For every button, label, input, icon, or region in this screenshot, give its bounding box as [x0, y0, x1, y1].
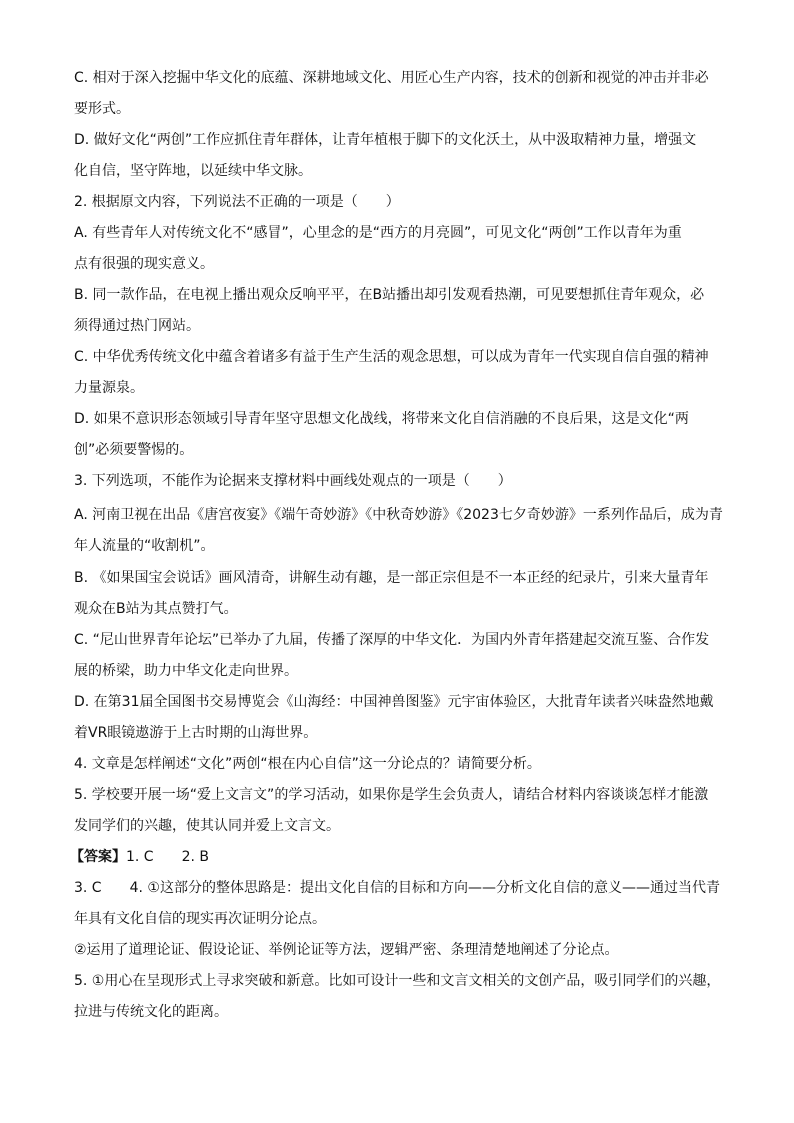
text-line: D. 如果不意识形态领域引导青年坚守思想文化战线，将带来文化自信消融的不良后果，这是文化“两	[74, 411, 689, 427]
text-line: C. “尼山世界青年论坛”已举办了九届，传播了深厚的中华文化．为国内外青年搭建起交流互鉴、合作发	[74, 632, 710, 648]
answer-line: ②运用了道理论证、假设论证、举例论证等方法，逻辑严密、条理清楚地阐述了分论点。	[74, 942, 619, 958]
question-5: 5. 学校要开展一场“爱上文言文”的学习活动，如果你是学生会负责人，请结合材料内容谈谈怎样才能激	[74, 787, 709, 803]
answer-line: 3. C 4. ①这部分的整体思路是：提出文化自信的目标和方向——分析文化自信的意义——通过当代青	[74, 880, 720, 896]
text-line: D. 做好文化“两创”工作应抓住青年群体，让青年植根于脚下的文化沃土，从中汲取精神力量，增强文	[74, 132, 697, 148]
text-line: 要形式。	[74, 101, 130, 117]
text-line: 年人流量的“收割机”。	[74, 538, 215, 554]
question-4: 4. 文章是怎样阐述“文化”两创“根在内心自信”这一分论点的？请简要分析。	[74, 756, 541, 772]
text-line: A. 有些青年人对传统文化不“感冒”，心里念的是“西方的月亮圆”，可见文化“两创”工作以青年为重	[74, 225, 682, 241]
text-line: 力量源泉。	[74, 380, 144, 396]
answer-tag: 【答案】	[70, 849, 126, 865]
text-line: C. 中华优秀传统文化中蕴含着诸多有益于生产生活的观念思想，可以成为青年一代实现自信自强的精神	[74, 349, 709, 365]
text-line: B. 同一款作品，在电视上播出观众反响平平，在B站播出却引发观看热潮，可见要想抓住青年观众，必	[74, 287, 705, 303]
answer-line: 拉进与传统文化的距离。	[74, 1004, 228, 1020]
text-line: 着VR眼镜遨游于上古时期的山海世界。	[74, 725, 318, 741]
text-line: 点有很强的现实意义。	[74, 256, 214, 272]
text-line: D. 在第31届全国图书交易博览会《山海经：中国神兽图鉴》元宇宙体验区，大批青年读者兴味盎然地戴	[74, 694, 714, 710]
text-line: 观众在B站为其点赞打气。	[74, 601, 238, 617]
text-line: A. 河南卫视在出品《唐宫夜宴》《端午奇妙游》《中秋奇妙游》《2023七夕奇妙游》一系列作品后，成为青	[74, 507, 723, 523]
question-3: 3. 下列选项，不能作为论据来支撑材料中画线处观点的一项是（ ）	[74, 473, 512, 489]
answer-line: 5. ①用心在呈现形式上寻求突破和新意。比如可设计一些和文言文相关的文创产品，吸引同学们的兴趣，	[74, 973, 721, 989]
text-line: C. 相对于深入挖掘中华文化的底蕴、深耕地域文化、用匠心生产内容，技术的创新和视觉的冲击并非必	[74, 70, 709, 86]
text-line: B. 《如果国宝会说话》画风清奇，讲解生动有趣，是一部正宗但是不一本正经的纪录片，引来大量青年	[74, 570, 709, 586]
text-line: 展的桥梁，助力中华文化走向世界。	[74, 663, 298, 679]
text-line: 须得通过热门网站。	[74, 318, 200, 334]
text-line: 创”必须要警惕的。	[74, 442, 194, 458]
answer-text: 1. C 2. B	[126, 849, 209, 865]
text-line: 化自信，坚守阵地，以延续中华文脉。	[74, 163, 312, 179]
question-2: 2. 根据原文内容，下列说法不正确的一项是（ ）	[74, 194, 400, 210]
answer-line	[70, 847, 730, 867]
text-line: 发同学们的兴趣，使其认同并爱上文言文。	[74, 818, 340, 834]
answer-line: 年具有文化自信的现实再次证明分论点。	[74, 911, 326, 927]
